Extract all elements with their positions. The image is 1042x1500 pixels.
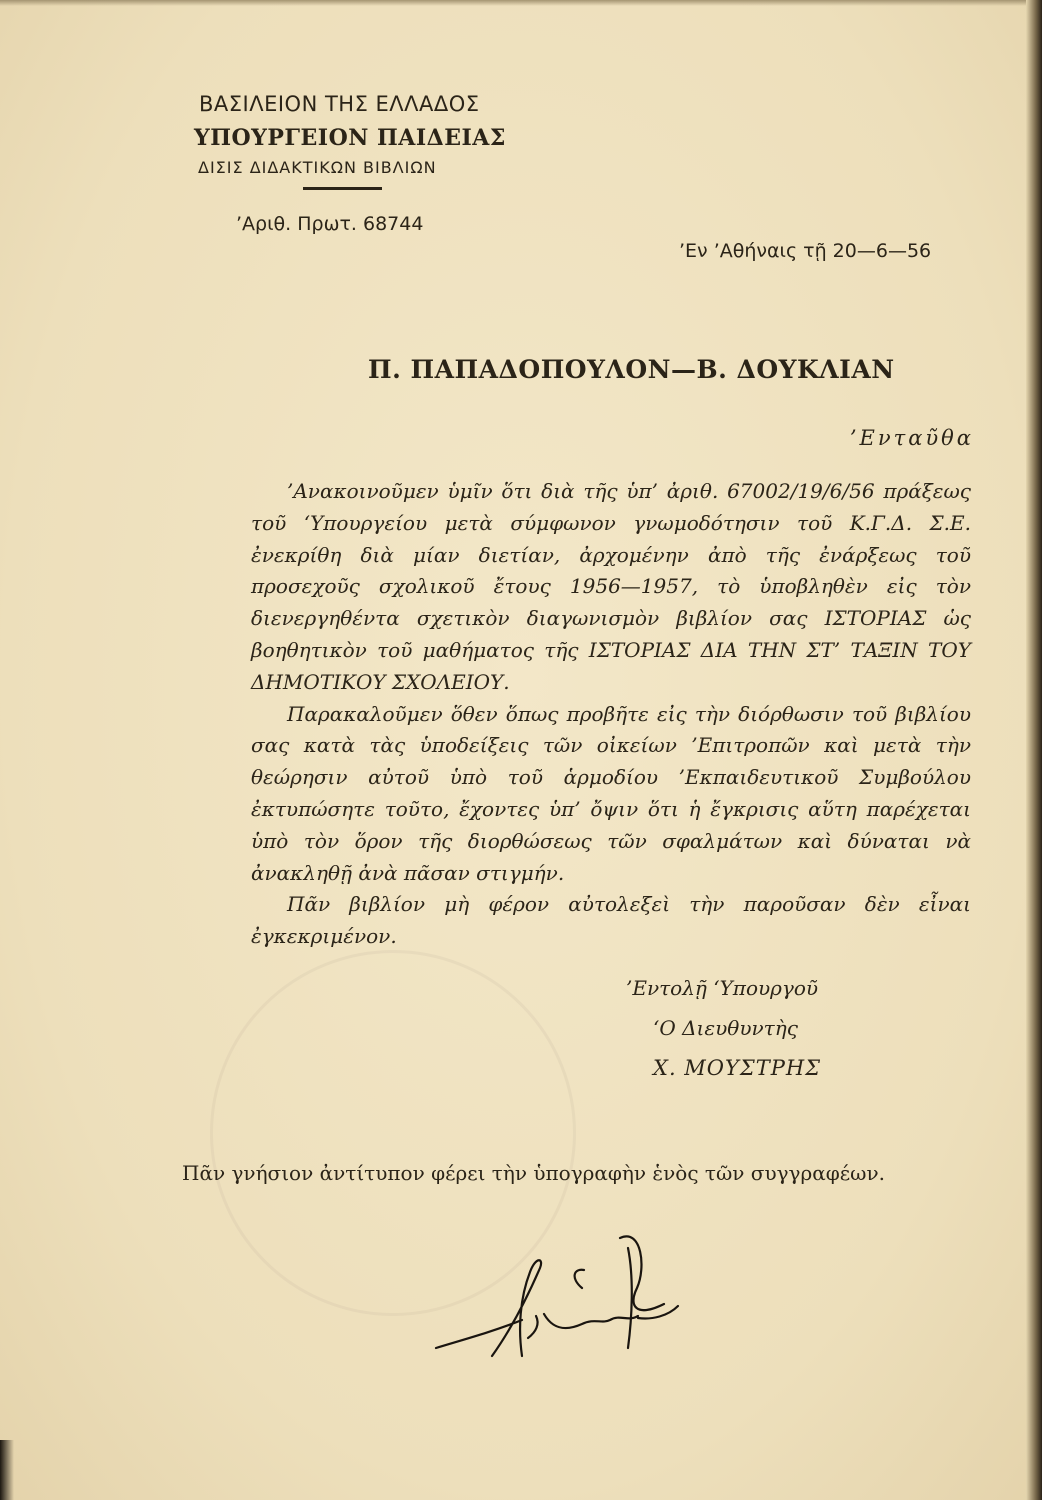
page-right-edge — [1026, 0, 1042, 1500]
addressee: Π. ΠΑΠΑΔΟΠΟΥΛΟΝ—Β. ΔΟΥΚΛΙΑΝ — [368, 355, 895, 384]
body-paragraph-3: Πᾶν βιβλίον μὴ φέρον αὐτολεξεὶ τὴν παροῦσαν δὲν εἶναι ἐγκεκριμένον. — [251, 892, 971, 949]
letter-date: ’Εν ’Αθήναις τῇ 20—6—56 — [679, 240, 932, 262]
handwritten-signature — [432, 1228, 682, 1378]
body-paragraph-2: Παρακαλοῦμεν ὅθεν ὅπως προβῆτε εἰς τὴν διόρθωσιν τοῦ βιβλίου σας κατὰ τὰς ὑποδείξεις τῶν οἰκείων ’Επιτροπῶν καὶ μετὰ τὴν θεώρησιν αὐτοῦ ὑπὸ τοῦ ἁρμοδίου ’Εκπαιδευτικοῦ Συμβούλου ἐκτυπώσητε τοῦτο, ἔχοντες ὑπ’ ὄψιν ὅτι ἡ ἔγκρισις αὕτη παρέχεται ὑπὸ τὸν ὅρον τῆς διορθώσεως τῶν σφαλμάτων καὶ δύναται νὰ ἀνακληθῇ ἀνὰ πᾶσαν στιγμήν. — [251, 701, 971, 885]
protocol-number: ’Αριθ. Πρωτ. 68744 — [236, 213, 424, 235]
signatory-name: Χ. ΜΟΥΣΤΡΗΣ — [653, 1056, 822, 1080]
letter-body — [251, 476, 971, 953]
division-heading: ΔΙΣΙΣ ΔΙΔΑΚΤΙΚΩΝ ΒΙΒΛΙΩΝ — [198, 158, 437, 177]
page-top-edge — [0, 0, 1042, 6]
signature-authority: ’Εντολῇ ‘Υπουργοῦ — [626, 976, 819, 1000]
authenticity-note: Πᾶν γνήσιον ἀντίτυπον φέρει τὴν ὑπογραφὴν ἑνὸς τῶν συγγραφέων. — [182, 1161, 885, 1185]
location-line: ’Ενταῦθα — [849, 426, 974, 450]
body-paragraph-1: ’Ανακοινοῦμεν ὑμῖν ὅτι διὰ τῆς ὑπ’ ἀριθ. 67002/19/6/56 πράξεως τοῦ ‘Υπουργείου μετὰ σύμφωνον γνωμοδότησιν τοῦ Κ.Γ.Δ. Σ.Ε. ἐνεκρίθη διὰ μίαν διετίαν, ἀρχομένην ἀπὸ τῆς ἐνάρξεως τοῦ προσεχοῦς σχολικοῦ ἔτους 1956—1957, τὸ ὑποβληθὲν εἰς τὸν διενεργηθέντα σχετικὸν διαγωνισμὸν βιβλίον σας ΙΣΤΟΡΙΑΣ ὡς βοηθητικὸν τοῦ μαθήματος τῆς ΙΣΤΟΡΙΑΣ ΔΙΑ ΤΗΝ ΣΤ’ ΤΑΞΙΝ ΤΟΥ ΔΗΜΟΤΙΚΟΥ ΣΧΟΛΕΙΟΥ. — [251, 479, 971, 694]
signature-title: ‘Ο Διευθυντὴς — [653, 1016, 798, 1040]
ministry-heading: ΥΠΟΥΡΓΕΙΟΝ ΠΑΙΔΕΙΑΣ — [194, 125, 506, 151]
page-corner-shadow — [0, 1440, 14, 1500]
kingdom-heading: ΒΑΣΙΛΕΙΟΝ ΤΗΣ ΕΛΛΑΔΟΣ — [199, 92, 480, 116]
header-divider — [303, 187, 382, 190]
